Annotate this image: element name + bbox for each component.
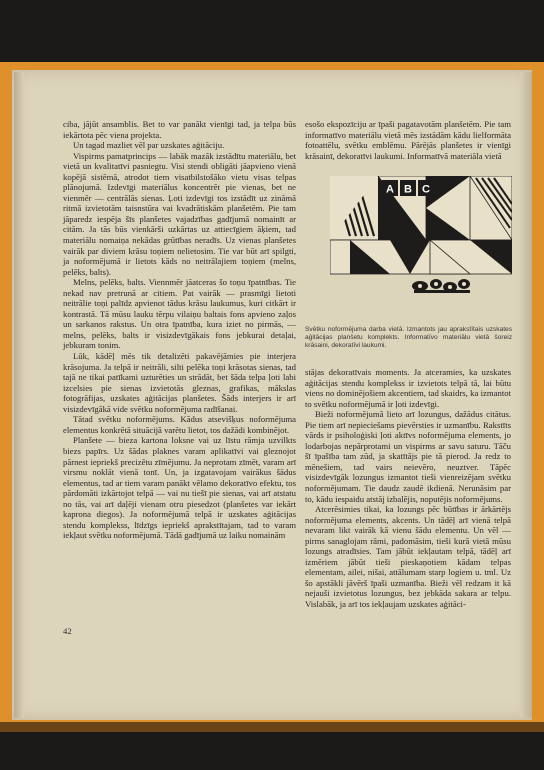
- figure-caption: Svētku noformējuma darba vietā. Izmantots jau aprakstītais uzskates aģitācijas planšetu komplekts. Informatīvo materiālu vietā šoreiz krāsaini, dekoratīvi laukumi.: [305, 326, 512, 349]
- page-number: 42: [63, 626, 72, 636]
- paragraph: Melns, pelēks, balts. Viennmēr jāatceras šo toņu īpatnības. Tie nekad nav pretrunā ar citiem. Pat vairāk — prasmīgi lietoti neitrālie toņi palīdz apvienot tādus krāsu laukumus, kuri citkārt ir kontrastā. Tā mūsu lauku tērpu vilaiņu baltais fons apvieno zaļos un sarkanos rakstus. Un otra īpatnība, kura iziet no pirmās, — melns, pelēks, balts ir visizdevīgākais fons jebkurai detaļai, jebkuram tonim.: [63, 277, 296, 351]
- paragraph: Un tagad mazliet vēl par uzskates aģitāciju.: [73, 140, 225, 151]
- panel-composition-figure: [330, 176, 512, 298]
- page-stack-right: [520, 72, 532, 718]
- letter-a: A: [386, 183, 394, 196]
- paragraph: Vispirms pamatprincips — labāk mazāk izstādītu materiālu, bet vietā un kvalitatīvi pasniegtu. Visi stendi obligāti jāapvieno vienā kopējā sistēmā, atrodot tiem visatbilstošāko vietu visas telpas plānojumā. Izdevīgi materiālus koncentrēt pie vienas, bet ne vienmēr — centrālās sienas. Ļoti izdevīgi tos izstādīt uz zināmā ritmā izvietotām taisnstūra vai kvadrātiskām planšetēm. Pie tam jāparedz iespēja šīs planšetes vajadzības gadījumā nomainīt ar citām. Ja tās būs vienkārši uzkārtas uz attiecīgiem āķiem, tad materiālu nomaiņa nekādas grūtības neradīs. Uz vienas planšetes vairāk par diviem krāsu toņiem nelietosim. Tie var būt arī spilgti, ja noformējumā ir lietots kāds no neitrālajiem toņiem (melns, pelēks, balts).: [63, 150, 296, 277]
- paragraph: Planšete — bieza kartona loksne vai uz līstu rāmja uzvilkts biezs papīrs. Uz šādas plaknes varam aplikatīvi vai gleznojot pārnest iepriekš precizētu zīmējumu. Ja neprotam zīmēt, varam arī virsmu noklāt vienā tonī. Un, ja izgatavojam vairākus šādus elementus, tad ar tiem varam panākt vēlamo dekoratīvo efektu, tos pārdomāti izkārtojot telpā — vai nu tiešī pie sienas, vai arī atstatu no tās, vai arī daļēji vienam otru piesedzot (planšetes var iekārt kaprona diegos). Ja noformējumā telpā ir uzskates aģitācijas stendu komplekss, līdzīgs iepriekš aprakstītajam, tad to varam iekļaut svētku noformējumā. Tādā gadījumā uz laiku nomainām: [63, 435, 296, 541]
- book-bottom-edge: [0, 722, 544, 732]
- right-text-column-top: [305, 119, 511, 161]
- decoration-illustration: [330, 176, 512, 298]
- paragraph: Tātad svētku noformējums. Kādus atsevišķus noformējuma elementus konkrētā situācijā varētu lietot, tos dažādi kombinējot.: [63, 414, 296, 435]
- paragraph: stājas dekoratīvais moments. Ja atceramies, ka uzskates aģitācijas stendu komplekss ir izvietots telpā tā, lai būtu viens no dominējošiem akcentiem, tad skaidrs, ka izmantot to svētku noformējumā ir ļoti izdevīgi.: [305, 367, 511, 409]
- paragraph: Lūk, kādēļ mēs tik detalizēti pakavējāmies pie interjera krāsojuma. Ja telpā ir neitrāli, silti pelēka toņi krāsotas sienas, tad tajā ne tikai patīkami uzturēties un strādāt, bet šāda telpa ļoti labi izcelsies pie sienas izvietotās gleznas, grafikas, mākslas fotogrāfijas, uzskates aģitācijas planšetes. Šāds interjers ir arī visizdevīgākā vide svētku noformējuma radīšanai.: [63, 351, 296, 414]
- page-stack-left: [14, 72, 24, 718]
- letter-b: B: [404, 183, 412, 196]
- right-text-column-bottom: [305, 367, 511, 610]
- paragraph: Atcerēsimies tikai, ka lozungs pēc būtības ir ārkārtējs noformējuma elements, akcents. Un tādēļ arī vienā telpā nevaram likt vairāk kā vienu šādu elementu. Un vēl — pirms sanaglojam rāmi, padomāsim, tieši kurā vietā mūsu lozungs atradīsies. Tam jābūt iekļautam telpā, tādēļ arī izmēriem jābūt tieši pieskaņotiem kādam telpas elementam, ailei, nišai, attālumam starp logiem u. tml. Uz šo apstākli jāvērš īpaši uzmanība. Bieži vēl redzam it kā nejauši izvietotus lozungus, bez jebkāda sakara ar telpu. Vislabāk, ja arī tos iekļaujam uzskates aģitāci-: [305, 504, 511, 610]
- paragraph: Bieži noformējumā lieto arī lozungus, dažādus citātus. Pie tiem arī nepieciešams pievērsties ir uzmanību. Rakstīts vārds ir psiholoģiski ļoti aktīvs noformējuma elements, jo lodarbojas nepārprotami un vispirms ar savu saturu. Tāču šī īpašība tam zūd, ja skatītājs pie tā pierod. Ja redz to mēnešiem, tad vairs neievēro, neuztver. Tāpēc visizdevīgāk lozungus izmantot tieši vienreizējam svētku noformējumam. Tie daudz zaudē ikdienā. Nerunāsim par to, kādu iespaidu atstāj izbalējis, noputējis noformējums.: [305, 409, 511, 504]
- paragraph: ciba, jājūt ansamblis. Bet to var panākt vienīgi tad, ja telpa būs iekārtota pēc viena projekta.: [63, 119, 296, 140]
- left-text-column: [63, 119, 296, 541]
- letter-c: C: [422, 183, 430, 196]
- paragraph: esošo ekspozīciju ar īpaši pagatavotām planšetēm. Pie tam informatīvo materiālu vietā mēs izstādām kādu lielformāta fotoattēlu, svētku emblēmu. Pārējās planšetes ir vienīgi krāsainī, dekoratīvi laukumi. Informatīvā materiāla vietā: [305, 119, 511, 161]
